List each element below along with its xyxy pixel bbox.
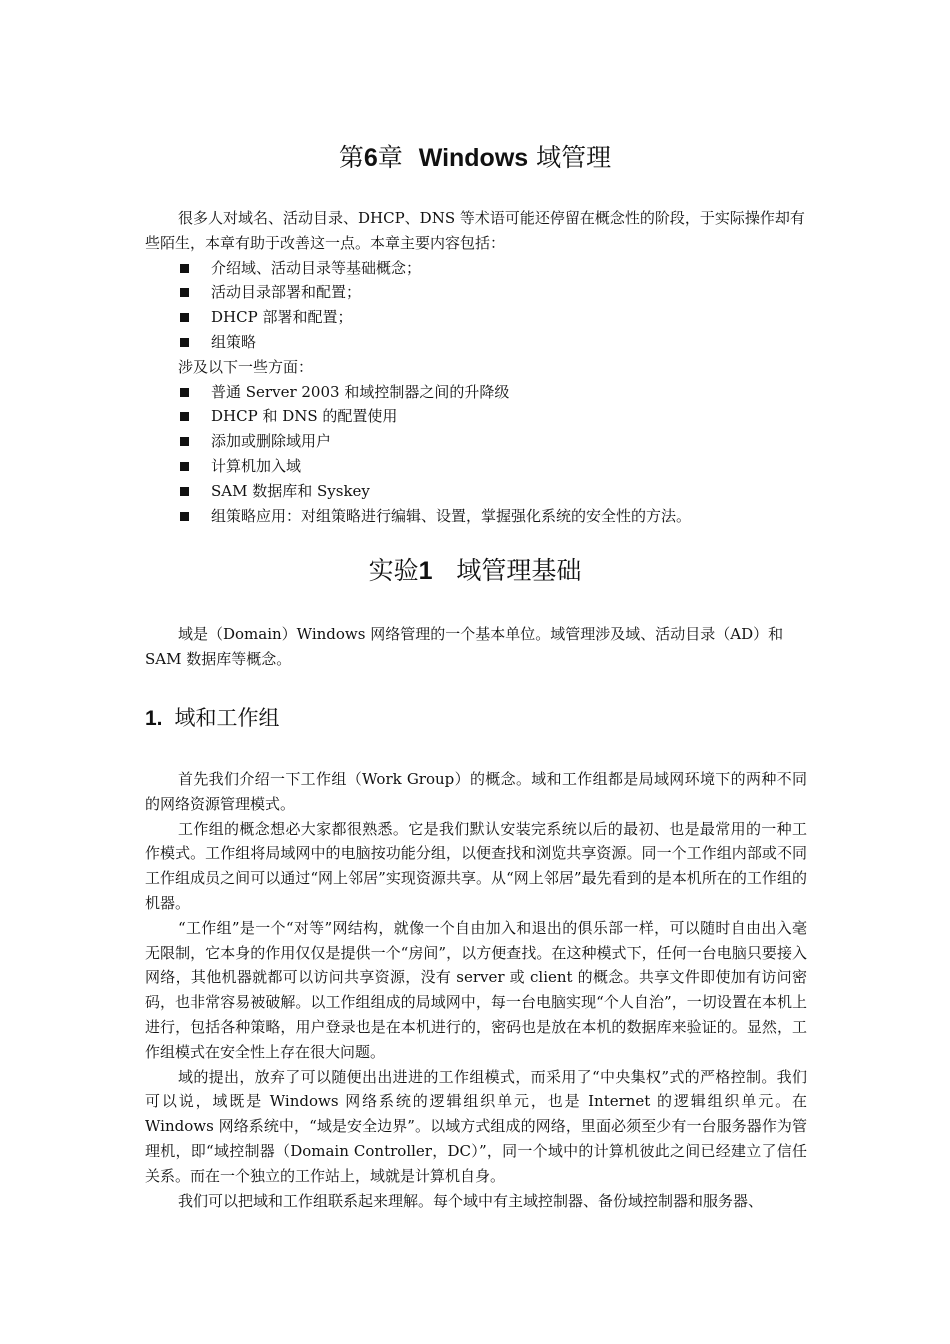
intro-list — [145, 256, 807, 355]
chapter-number: 6 — [363, 144, 378, 172]
section-number: 1. — [145, 707, 163, 730]
body-paragraph: “工作组”是一个“对等”网结构，就像一个自由加入和退出的俱乐部一样，可以随时自由出入毫无限制，它本身的作用仅仅是提供一个“房间”，以方便查找。在这种模式下，任何一台电脑只要接入网络，其他机器就都可以访问共享资源，没有 server 或 client 的概念。共享文件即使加有访问密码，也非常容易被破解。以工作组组成的局域网中，每一台电脑实现“个人自治”，一切设置在本机上进行，包括各种策略，用户登录也是在本机进行的，密码也是放在本机的数据库来验证的。显然，工作组模式在安全性上存在很大问题。 — [145, 918, 807, 1061]
intro-paragraph: 很多人对域名、活动目录、DHCP、DNS 等术语可能还停留在概念性的阶段，于实际操作却有些陌生，本章有助于改善这一点。本章主要内容包括： — [145, 209, 805, 252]
chapter-name-rest: 域管理 — [536, 143, 612, 172]
list-item: 计算机加入域 — [145, 454, 807, 479]
body-paragraph: 我们可以把域和工作组联系起来理解。每个域中有主域控制器、备份域控制器和服务器、 — [178, 1191, 764, 1210]
experiment-number: 1 — [418, 557, 433, 585]
list-item: DHCP 部署和配置； — [145, 305, 807, 330]
list-item: 介绍域、活动目录等基础概念； — [145, 256, 807, 281]
body-paragraph: 工作组的概念想必大家都很熟悉。它是我们默认安装完系统以后的最初、也是最常用的一种工作模式。工作组将局域网中的电脑按功能分组，以便查找和浏览共享资源。同一个工作组内部或不同工作组成员之间可以通过“网上邻居”实现资源共享。从“网上邻居”最先看到的是本机所在的工作组的机器。 — [145, 819, 807, 912]
experiment-name: 域管理基础 — [456, 556, 582, 585]
section-body — [145, 767, 807, 1213]
section-title-text: 域和工作组 — [174, 706, 280, 730]
experiment-intro — [145, 622, 807, 672]
aspects-heading: 涉及以下一些方面： — [178, 357, 314, 376]
list-item: 添加或删除域用户 — [145, 429, 807, 454]
list-item: 普通 Server 2003 和域控制器之间的升降级 — [145, 380, 807, 405]
list-item: 组策略应用：对组策略进行编辑、设置，掌握强化系统的安全性的方法。 — [145, 504, 807, 529]
chapter-prefix: 第 — [338, 143, 364, 172]
chapter-title — [0, 138, 950, 174]
chapter-suffix: 章 — [377, 143, 403, 172]
chapter-intro — [145, 206, 807, 528]
experiment-title — [0, 551, 950, 587]
experiment-prefix: 实验 — [368, 556, 419, 585]
body-paragraph: 域的提出，放弃了可以随便出出进进的工作组模式，而采用了“中央集权”式的严格控制。我们可以说，域既是 Windows 网络系统的逻辑组织单元，也是 Internet 的逻辑组织单元。在 Windows 网络系统中，“域是安全边界”。以域方式组成的网络，里面必须至少有一台服务器作为管理机，即“域控制器（Domain Controller，DC）”，同一个域中的计算机彼此之间已经建立了信任关系。而在一个独立的工作站上，域就是计算机自身。 — [145, 1067, 807, 1185]
list-item: DHCP 和 DNS 的配置使用 — [145, 404, 807, 429]
experiment-intro-text: 域是（Domain）Windows 网络管理的一个基本单位。域管理涉及域、活动目录（AD）和 SAM 数据库等概念。 — [145, 625, 784, 668]
body-paragraph: 首先我们介绍一下工作组（Work Group）的概念。域和工作组都是局域网环境下的两种不同的网络资源管理模式。 — [145, 770, 807, 813]
list-item: SAM 数据库和 Syskey — [145, 479, 807, 504]
section-title — [145, 702, 280, 732]
chapter-name: Windows — [418, 144, 529, 172]
list-item: 组策略 — [145, 330, 807, 355]
aspects-list — [145, 380, 807, 529]
list-item: 活动目录部署和配置； — [145, 280, 807, 305]
